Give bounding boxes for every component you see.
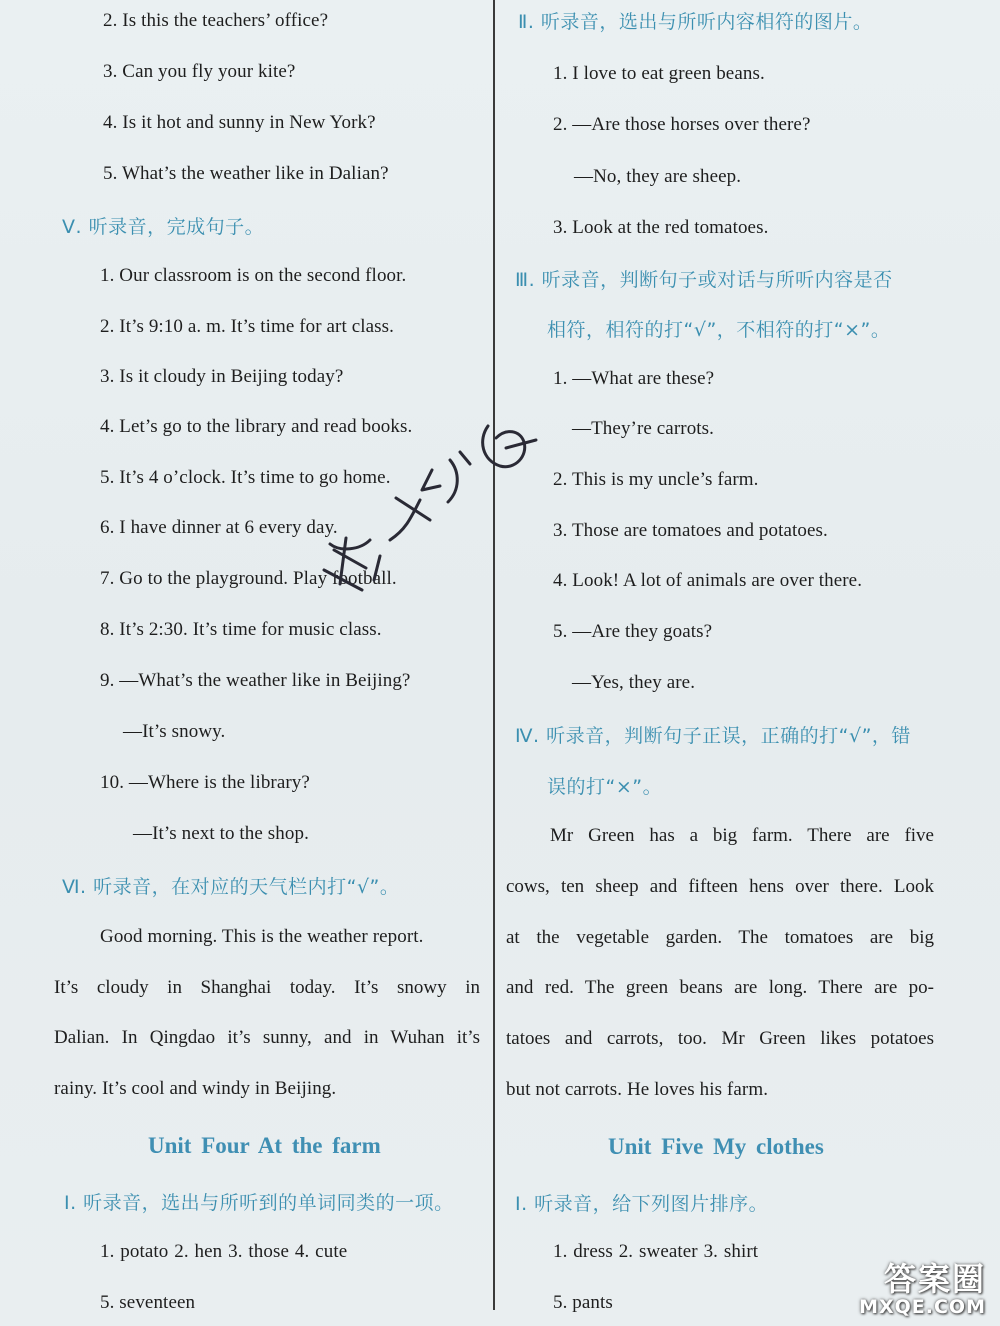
section-iv-heading-cont: 误的打“×”。 xyxy=(547,776,663,798)
sentence-line: 4. Look! A lot of animals are over there. xyxy=(553,570,863,591)
sentence-line: 10. —Where is the library? xyxy=(100,772,310,793)
column-divider xyxy=(493,0,495,1310)
section-iii-heading: Ⅲ. 听录音，判断句子或对话与所听内容是否 xyxy=(515,269,893,291)
sentence-line: 5. —Are they goats? xyxy=(553,621,713,642)
paragraph-line: cows, ten sheep and fifteen hens over there. Look xyxy=(506,876,934,897)
site-watermark xyxy=(859,1262,986,1318)
paragraph-line: at the vegetable garden. The tomatoes are big xyxy=(506,927,934,948)
sentence-line: —It’s snowy. xyxy=(123,721,226,742)
paragraph-line: Good morning. This is the weather report. xyxy=(100,926,424,947)
unit-five-title: Unit Five My clothes xyxy=(608,1134,824,1159)
sentence-line: —They’re carrots. xyxy=(572,418,715,439)
sentence-line: 6. I have dinner at 6 every day. xyxy=(100,517,338,538)
watermark-brand: 答案圈 xyxy=(883,1260,986,1298)
sentence-line: 1. Our classroom is on the second floor. xyxy=(100,265,407,286)
sentence-line: 7. Go to the playground. Play football. xyxy=(100,568,397,589)
sentence-line: 3. Is it cloudy in Beijing today? xyxy=(100,366,344,387)
paragraph-line: and red. The green beans are long. There are po- xyxy=(506,977,934,998)
word-list-line: 1. dress 2. sweater 3. shirt xyxy=(553,1241,759,1262)
question-line: 3. Can you fly your kite? xyxy=(103,61,296,82)
section-vi-heading: Ⅵ. 听录音，在对应的天气栏内打“√”。 xyxy=(62,876,400,898)
sentence-line: 2. It’s 9:10 a. m. It’s time for art class. xyxy=(100,316,394,337)
sentence-line: 1. —What are these? xyxy=(553,368,715,389)
question-line: 2. Is this the teachers’ office? xyxy=(103,10,329,31)
paragraph-line: Mr Green has a big farm. There are five xyxy=(550,825,934,846)
watermark-url: MXQE.COM xyxy=(859,1296,986,1318)
sentence-line: 9. —What’s the weather like in Beijing? xyxy=(100,670,411,691)
sentence-line: —Yes, they are. xyxy=(572,672,696,693)
sentence-line: —No, they are sheep. xyxy=(574,166,742,187)
sentence-line: 2. This is my uncle’s farm. xyxy=(553,469,759,490)
paragraph-line: It’s cloudy in Shanghai today. It’s snowy in xyxy=(54,977,480,998)
word-list-line: 5. pants xyxy=(553,1292,613,1313)
question-line: 5. What’s the weather like in Dalian? xyxy=(103,163,389,184)
section-ii-heading: Ⅱ. 听录音，选出与所听内容相符的图片。 xyxy=(518,11,873,33)
section-v-heading: Ⅴ. 听录音，完成句子。 xyxy=(62,216,265,238)
unit4-section-i-heading: Ⅰ. 听录音，选出与所听到的单词同类的一项。 xyxy=(64,1192,454,1214)
sentence-line: 3. Those are tomatoes and potatoes. xyxy=(553,520,828,541)
sentence-line: —It’s next to the shop. xyxy=(133,823,309,844)
question-line: 4. Is it hot and sunny in New York? xyxy=(103,112,376,133)
sentence-line: 4. Let’s go to the library and read books. xyxy=(100,416,413,437)
paragraph-line: but not carrots. He loves his farm. xyxy=(506,1079,769,1100)
unit5-section-i-heading: Ⅰ. 听录音，给下列图片排序。 xyxy=(515,1193,769,1215)
sentence-line: 1. I love to eat green beans. xyxy=(553,63,765,84)
section-iii-heading-cont: 相符，相符的打“√”，不相符的打“×”。 xyxy=(547,319,891,341)
handwriting-scribble xyxy=(310,420,550,600)
paragraph-line: Dalian. In Qingdao it’s sunny, and in Wuhan it’s xyxy=(54,1027,480,1048)
unit-four-title: Unit Four At the farm xyxy=(148,1133,381,1158)
word-list-line: 1. potato 2. hen 3. those 4. cute xyxy=(100,1241,348,1262)
sentence-line: 3. Look at the red tomatoes. xyxy=(553,217,769,238)
word-list-line: 5. seventeen xyxy=(100,1292,196,1313)
section-iv-heading: Ⅳ. 听录音，判断句子正误，正确的打“√”，错 xyxy=(515,725,911,747)
sentence-line: 8. It’s 2:30. It’s time for music class. xyxy=(100,619,382,640)
sentence-line: 2. —Are those horses over there? xyxy=(553,114,811,135)
paragraph-line: tatoes and carrots, too. Mr Green likes potatoes xyxy=(506,1028,934,1049)
sentence-line: 5. It’s 4 o’clock. It’s time to go home. xyxy=(100,467,391,488)
paragraph-line: rainy. It’s cool and windy in Beijing. xyxy=(54,1078,337,1099)
